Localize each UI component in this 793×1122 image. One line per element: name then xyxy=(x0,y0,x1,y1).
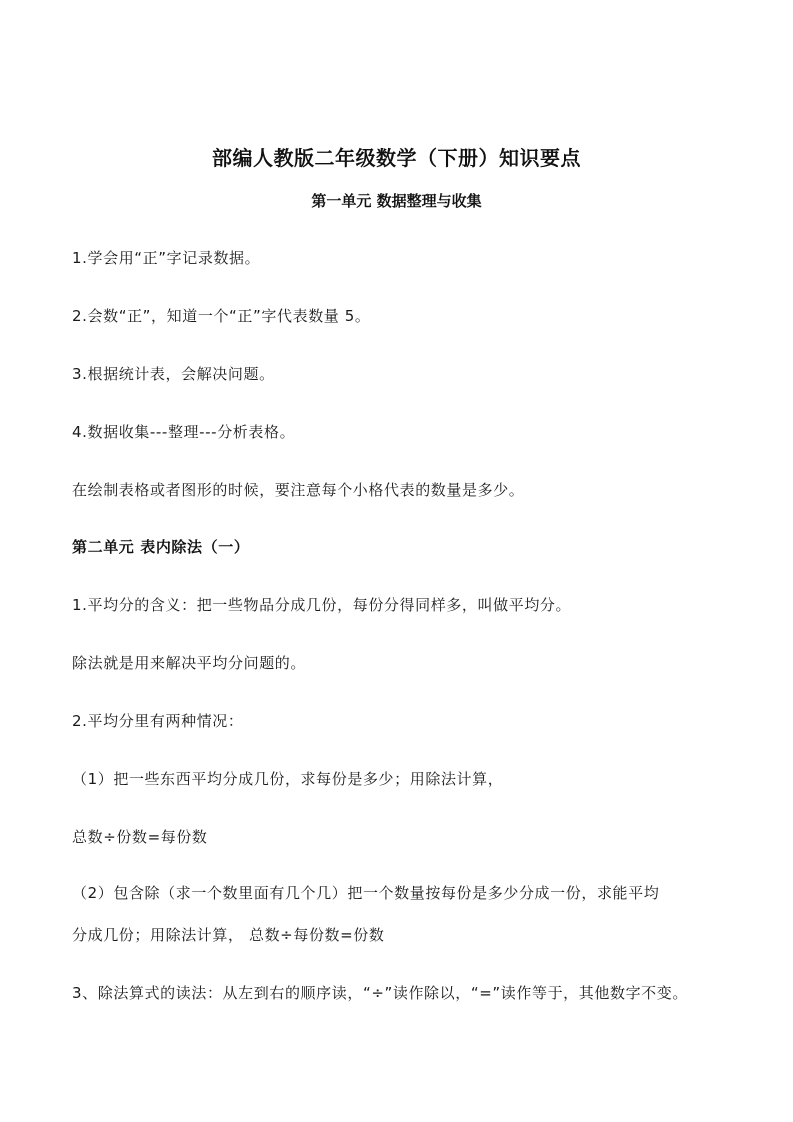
unit2-line-3: 2.平均分里有两种情况： xyxy=(72,712,244,730)
unit2-line-2: 除法就是用来解决平均分问题的。 xyxy=(72,654,307,672)
unit2-line-4: （1）把一些东西平均分成几份，求每份是多少；用除法计算， xyxy=(72,770,504,788)
unit2-line-1: 1.平均分的含义：把一些物品分成几份，每份分得同样多，叫做平均分。 xyxy=(72,596,572,614)
unit1-line-2: 2.会数“正”，知道一个“正”字代表数量 5。 xyxy=(72,307,371,325)
unit1-note: 在绘制表格或者图形的时候，要注意每个小格代表的数量是多少。 xyxy=(72,481,525,499)
unit1-line-3: 3.根据统计表，会解决问题。 xyxy=(72,365,275,383)
unit2-line-7: 分成几份；用除法计算， 总数÷每份数=份数 xyxy=(72,926,385,944)
unit2-formula-1: 总数÷份数=每份数 xyxy=(72,828,208,846)
unit1-line-1: 1.学会用“正”字记录数据。 xyxy=(72,249,261,267)
unit2-heading: 第二单元 表内除法（一） xyxy=(72,538,250,556)
unit2-line-8: 3、除法算式的读法：从左到右的顺序读，“÷”读作除以，“=”读作等于，其他数字不变。 xyxy=(72,984,688,1002)
unit1-line-4: 4.数据收集---整理---分析表格。 xyxy=(72,423,296,441)
unit2-line-6: （2）包含除（求一个数里面有几个几）把一个数量按每份是多少分成一份，求能平均 xyxy=(72,884,660,902)
document-title: 部编人教版二年级数学（下册）知识要点 xyxy=(212,146,581,170)
unit1-heading: 第一单元 数据整理与收集 xyxy=(311,192,482,210)
